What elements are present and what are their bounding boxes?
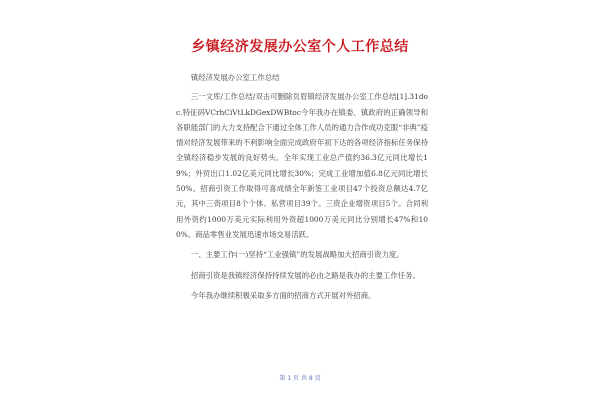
section-subtitle: 镇经济发展办公室工作总结	[190, 73, 280, 82]
body-paragraph: 一、主要工作(一)坚持“工业强镇”的发展战略加大招商引资力度。	[190, 250, 404, 260]
page-number: 第 1 页 共 8 页	[279, 375, 321, 382]
document-title: 乡镇经济发展办公室个人工作总结	[191, 39, 409, 55]
document-body	[176, 70, 428, 303]
body-paragraph: 三一文库/工作总结/双击可删除页眉镇经济发展办公室工作总结[1].31doc.特征码VCrhCiVtLkDGexDWBtoc今年我办在镇委、镇政府的正确领导和各职能部门的大力支持配合下通过全体工作人员的通力合作成功克服“非典”疫情对经济发展带来的不利影响全面完成政府年初下达的各项经济指标任务保持全镇经济稳步发展的良好势头。全年实现工业总产值约36.3亿元同比增长19%；外贸出口1.02亿美元同比增长30%；完成工业增加值6.8亿元同比增长50%。招商引资工作取得可喜成绩全年新签工业项目47个投资总额达4.7亿元，其中三资项目8个个体、私营项目39个。三资企业增资项目5个。合同利用外资约1000万美元实际利用外资超1000万美元同比分别增长47%和100%。商品零售业发展迅速市场交易活跃。	[176, 92, 428, 239]
body-paragraph: 招商引资是我镇经济保持持续发展的必由之路是我办的主要工作任务。	[190, 270, 420, 280]
body-paragraph: 今年我办继续积极采取多方面的招商方式开展对外招商。	[190, 290, 376, 300]
